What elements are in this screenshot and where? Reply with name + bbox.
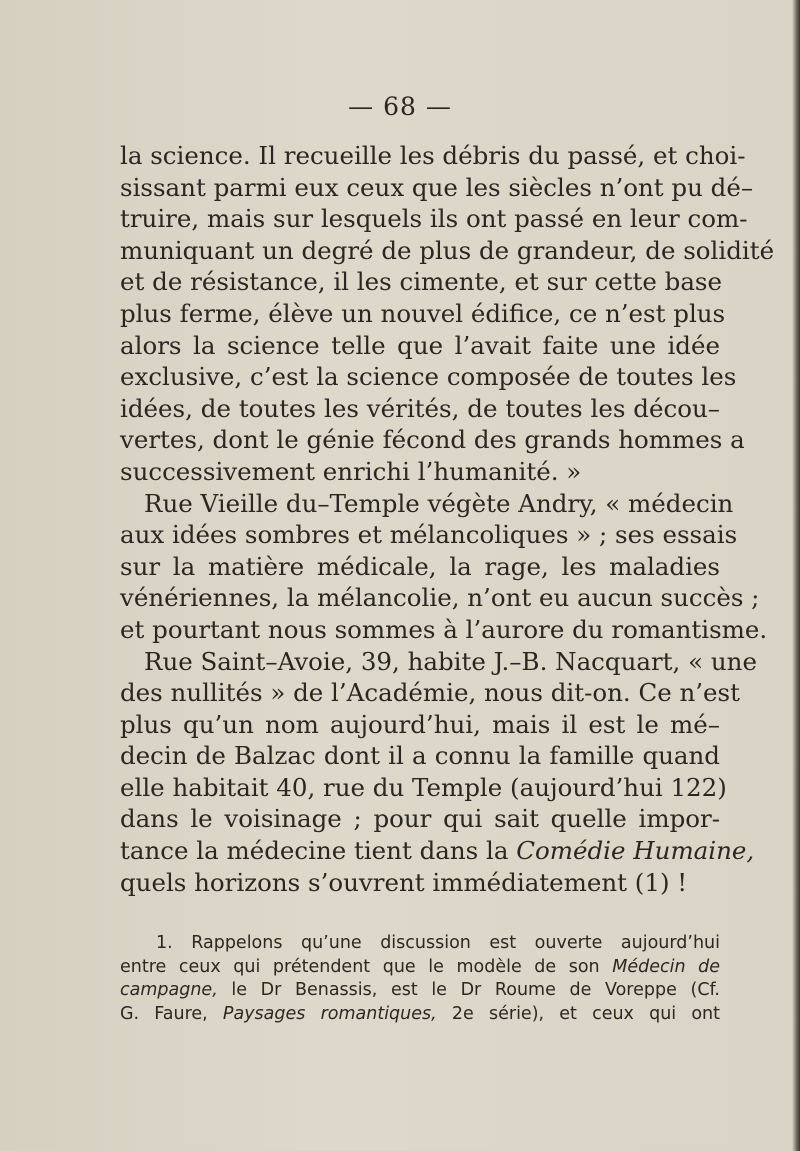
text-line: idées, de toutes les vérités, de toutes les décou–: [120, 393, 720, 423]
text-segment: G. Faure,: [120, 1003, 223, 1024]
text-line: muniquant un degré de plus de grandeur, de solidité: [120, 235, 775, 265]
text-line: et de résistance, il les cimente, et sur cette base: [120, 267, 723, 297]
text-line: dans le voisinage ; pour qui sait quelle impor-: [120, 804, 720, 834]
text-line: elle habitait 40, rue du Temple (aujourd’hui 122): [120, 772, 727, 802]
footnote-line: [120, 979, 720, 1003]
footnote-line: [120, 956, 720, 980]
text-line: plus ferme, élève un nouvel édifice, ce n’est plus: [120, 298, 726, 328]
page-number: — 68 —: [348, 92, 452, 121]
text-line: plus qu’un nom aujourd’hui, mais il est le mé–: [120, 709, 720, 739]
text-segment: tance la médecine tient dans la: [120, 836, 517, 866]
text-line: Rue Saint–Avoie, 39, habite J.–B. Nacquart, « une: [144, 646, 757, 676]
text-segment: entre ceux qui prétendent que le modèle de son: [120, 956, 613, 977]
text-line: truire, mais sur lesquels ils ont passé en leur com-: [120, 204, 748, 234]
text-line: des nullités » de l’Académie, nous dit-on. Ce n’est: [120, 678, 740, 708]
text-line: successivement enrichi l’humanité. »: [120, 456, 582, 486]
text-line: [120, 835, 755, 867]
footnote: [120, 932, 720, 1026]
italic-title: campagne,: [120, 980, 218, 1000]
text-segment: le Dr Benassis, est le Dr Roume de Voreppe (Cf.: [217, 980, 720, 1000]
text-line: exclusive, c’est la science composée de toutes les: [120, 362, 737, 392]
text-line: Rue Vieille du–Temple végète Andry, « médecin: [144, 488, 734, 518]
text-line: et pourtant nous sommes à l’aurore du romantisme.: [120, 614, 768, 644]
text-line: alors la science telle que l’avait faite une idée: [120, 330, 720, 360]
page-edge-shadow: [792, 0, 800, 1151]
footnote-line: 1. Rappelons qu’une discussion est ouverte aujourd’hui: [156, 933, 720, 953]
italic-title: Comédie Humaine,: [516, 836, 755, 866]
text-line: sur la matière médicale, la rage, les maladies: [120, 551, 720, 581]
italic-title: Médecin de: [612, 956, 720, 977]
text-line: aux idées sombres et mélancoliques » ; ses essais: [120, 520, 738, 550]
text-line: sissant parmi eux ceux que les siècles n’ont pu dé–: [120, 172, 754, 202]
body-text: [120, 140, 775, 898]
text-line: vénériennes, la mélancolie, n’ont eu aucun succès ;: [120, 583, 760, 613]
text-line: la science. Il recueille les débris du passé, et choi-: [120, 141, 746, 170]
text-line: quels horizons s’ouvrent immédiatement (1) !: [120, 867, 688, 897]
text-segment: 2e série), et ceux qui ont: [436, 1003, 721, 1024]
text-line: vertes, dont le génie fécond des grands hommes a: [120, 425, 745, 455]
footnote-line: [120, 1003, 720, 1027]
italic-title: Paysages romantiques,: [222, 1003, 437, 1024]
text-line: decin de Balzac dont il a connu la famille quand: [120, 741, 720, 771]
